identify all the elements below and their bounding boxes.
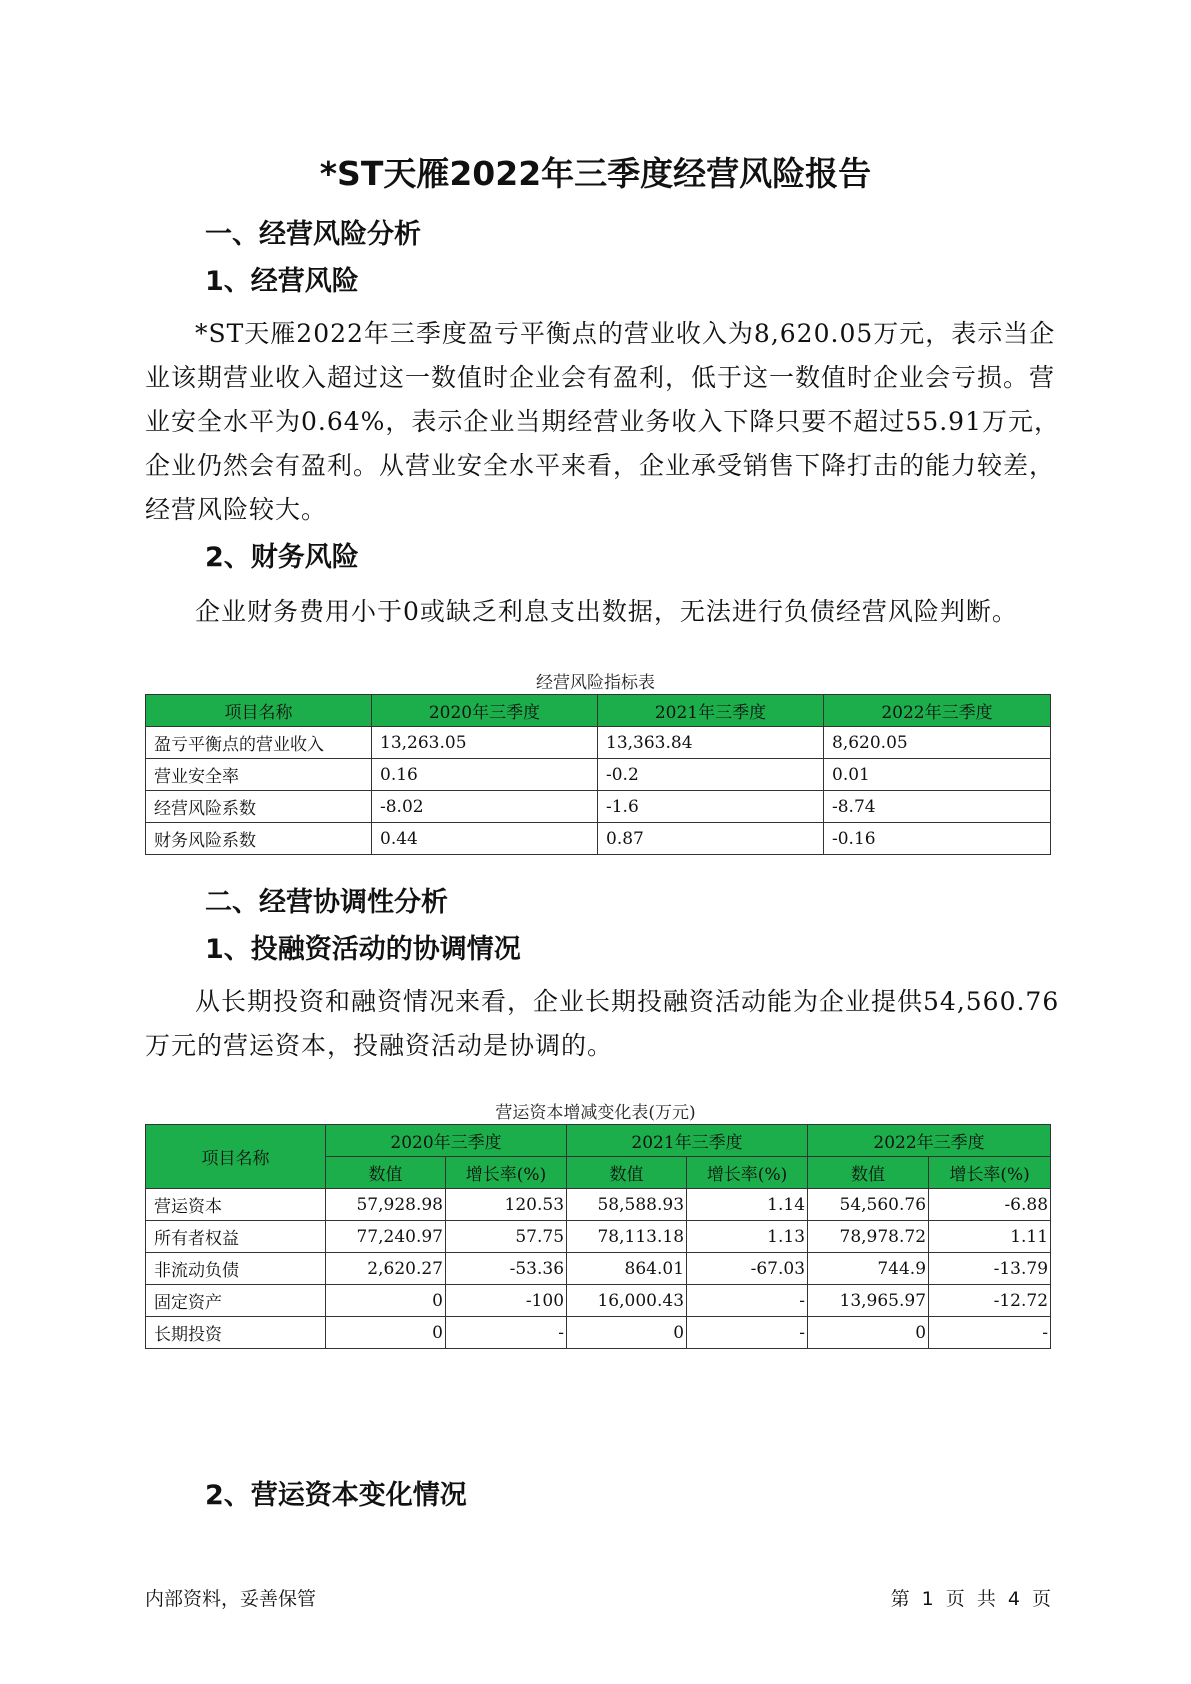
table-row	[146, 727, 1051, 759]
table-cell: 营业安全率	[146, 759, 372, 791]
table-cell: 57.75	[446, 1221, 567, 1253]
table-cell: 0	[326, 1317, 446, 1349]
column-header: 2021年三季度	[598, 695, 824, 727]
table-cell: 0	[326, 1285, 446, 1317]
table-cell: 2,620.27	[326, 1253, 446, 1285]
section-heading-operating-risk-analysis: 一、经营风险分析	[205, 219, 421, 250]
footer-confidential-note: 内部资料，妥善保管	[145, 1588, 317, 1610]
table-cell: 8,620.05	[824, 727, 1051, 759]
column-header: 项目名称	[146, 695, 372, 727]
table-cell: -8.74	[824, 791, 1051, 823]
column-subheader: 数值	[326, 1157, 446, 1189]
table-cell: 78,113.18	[567, 1221, 687, 1253]
subheading-working-capital-change: 2、营运资本变化情况	[205, 1480, 467, 1511]
column-subheader: 增长率(%)	[687, 1157, 808, 1189]
table-cell: -13.79	[929, 1253, 1051, 1285]
table-cell: -6.88	[929, 1189, 1051, 1221]
table-cell: 54,560.76	[808, 1189, 929, 1221]
table-cell: 经营风险系数	[146, 791, 372, 823]
table-cell: 120.53	[446, 1189, 567, 1221]
table-row	[146, 1221, 1051, 1253]
table-row	[146, 759, 1051, 791]
table-cell: 78,978.72	[808, 1221, 929, 1253]
table-row	[146, 1189, 1051, 1221]
table-cell: 所有者权益	[146, 1221, 326, 1253]
column-subheader: 增长率(%)	[446, 1157, 567, 1189]
column-header-period: 2022年三季度	[808, 1125, 1051, 1157]
table-cell: 58,588.93	[567, 1189, 687, 1221]
footer-page-number: 第 1 页 共 4 页	[890, 1588, 1051, 1610]
table-cell: -0.2	[598, 759, 824, 791]
table-cell: 0	[567, 1317, 687, 1349]
table-cell: 13,363.84	[598, 727, 824, 759]
table-cell: -	[446, 1317, 567, 1349]
table-cell: -0.16	[824, 823, 1051, 855]
table-row	[146, 1317, 1051, 1349]
table-cell: -1.6	[598, 791, 824, 823]
investment-financing-paragraph: 从长期投资和融资情况来看，企业长期投融资活动能为企业提供54,560.76万元的营运资本，投融资活动是协调的。	[145, 987, 1060, 1060]
table-cell: 16,000.43	[567, 1285, 687, 1317]
table-cell: 盈亏平衡点的营业收入	[146, 727, 372, 759]
table-cell: -	[687, 1285, 808, 1317]
table-cell: 非流动负债	[146, 1253, 326, 1285]
column-header: 2022年三季度	[824, 695, 1051, 727]
table-cell: 1.14	[687, 1189, 808, 1221]
table-cell: 77,240.97	[326, 1221, 446, 1253]
column-subheader: 数值	[567, 1157, 687, 1189]
column-header-period: 2021年三季度	[567, 1125, 808, 1157]
table-header-row	[146, 1125, 1051, 1157]
table-cell: 0.44	[372, 823, 598, 855]
table-cell: -	[687, 1317, 808, 1349]
risk-table-caption: 经营风险指标表	[536, 673, 655, 693]
table-row	[146, 1285, 1051, 1317]
column-subheader: 数值	[808, 1157, 929, 1189]
table-cell: 1.13	[687, 1221, 808, 1253]
table-cell: 1.11	[929, 1221, 1051, 1253]
table-cell: 57,928.98	[326, 1189, 446, 1221]
column-header: 项目名称	[146, 1125, 326, 1189]
operating-risk-paragraph: *ST天雁2022年三季度盈亏平衡点的营业收入为8,620.05万元，表示当企业该期营业收入超过这一数值时企业会有盈利，低于这一数值时企业会亏损。营业安全水平为0.64%，表示企业当期经营业务收入下降只要不超过55.91万元，企业仍然会有盈利。从营业安全水平来看，企业承受销售下降打击的能力较差，经营风险较大。	[145, 319, 1060, 524]
table-header-row	[146, 695, 1051, 727]
table-cell: -	[929, 1317, 1051, 1349]
financial-risk-paragraph: 企业财务费用小于0或缺乏利息支出数据，无法进行负债经营风险判断。	[195, 597, 1018, 626]
table-cell: 财务风险系数	[146, 823, 372, 855]
working-capital-table	[145, 1124, 1051, 1349]
table-cell: 0.01	[824, 759, 1051, 791]
subheading-operating-risk: 1、经营风险	[205, 266, 359, 297]
table-cell: 0.16	[372, 759, 598, 791]
page-title: *ST天雁2022年三季度经营风险报告	[319, 154, 872, 193]
table-cell: 0	[808, 1317, 929, 1349]
column-subheader: 增长率(%)	[929, 1157, 1051, 1189]
table-row	[146, 791, 1051, 823]
table-cell: 营运资本	[146, 1189, 326, 1221]
table-cell: -8.02	[372, 791, 598, 823]
table-cell: 864.01	[567, 1253, 687, 1285]
operating-risk-table	[145, 694, 1051, 855]
subheading-financial-risk: 2、财务风险	[205, 542, 359, 573]
working-capital-table-caption: 营运资本增减变化表(万元)	[495, 1103, 696, 1123]
column-header: 2020年三季度	[372, 695, 598, 727]
table-row	[146, 823, 1051, 855]
table-cell: -100	[446, 1285, 567, 1317]
table-cell: 0.87	[598, 823, 824, 855]
section-heading-coordination-analysis: 二、经营协调性分析	[205, 887, 448, 918]
table-row	[146, 1253, 1051, 1285]
table-cell: -53.36	[446, 1253, 567, 1285]
table-cell: 13,263.05	[372, 727, 598, 759]
table-cell: -67.03	[687, 1253, 808, 1285]
table-cell: -12.72	[929, 1285, 1051, 1317]
subheading-investment-financing: 1、投融资活动的协调情况	[205, 934, 521, 965]
table-cell: 固定资产	[146, 1285, 326, 1317]
table-cell: 13,965.97	[808, 1285, 929, 1317]
table-cell: 744.9	[808, 1253, 929, 1285]
column-header-period: 2020年三季度	[326, 1125, 567, 1157]
table-cell: 长期投资	[146, 1317, 326, 1349]
